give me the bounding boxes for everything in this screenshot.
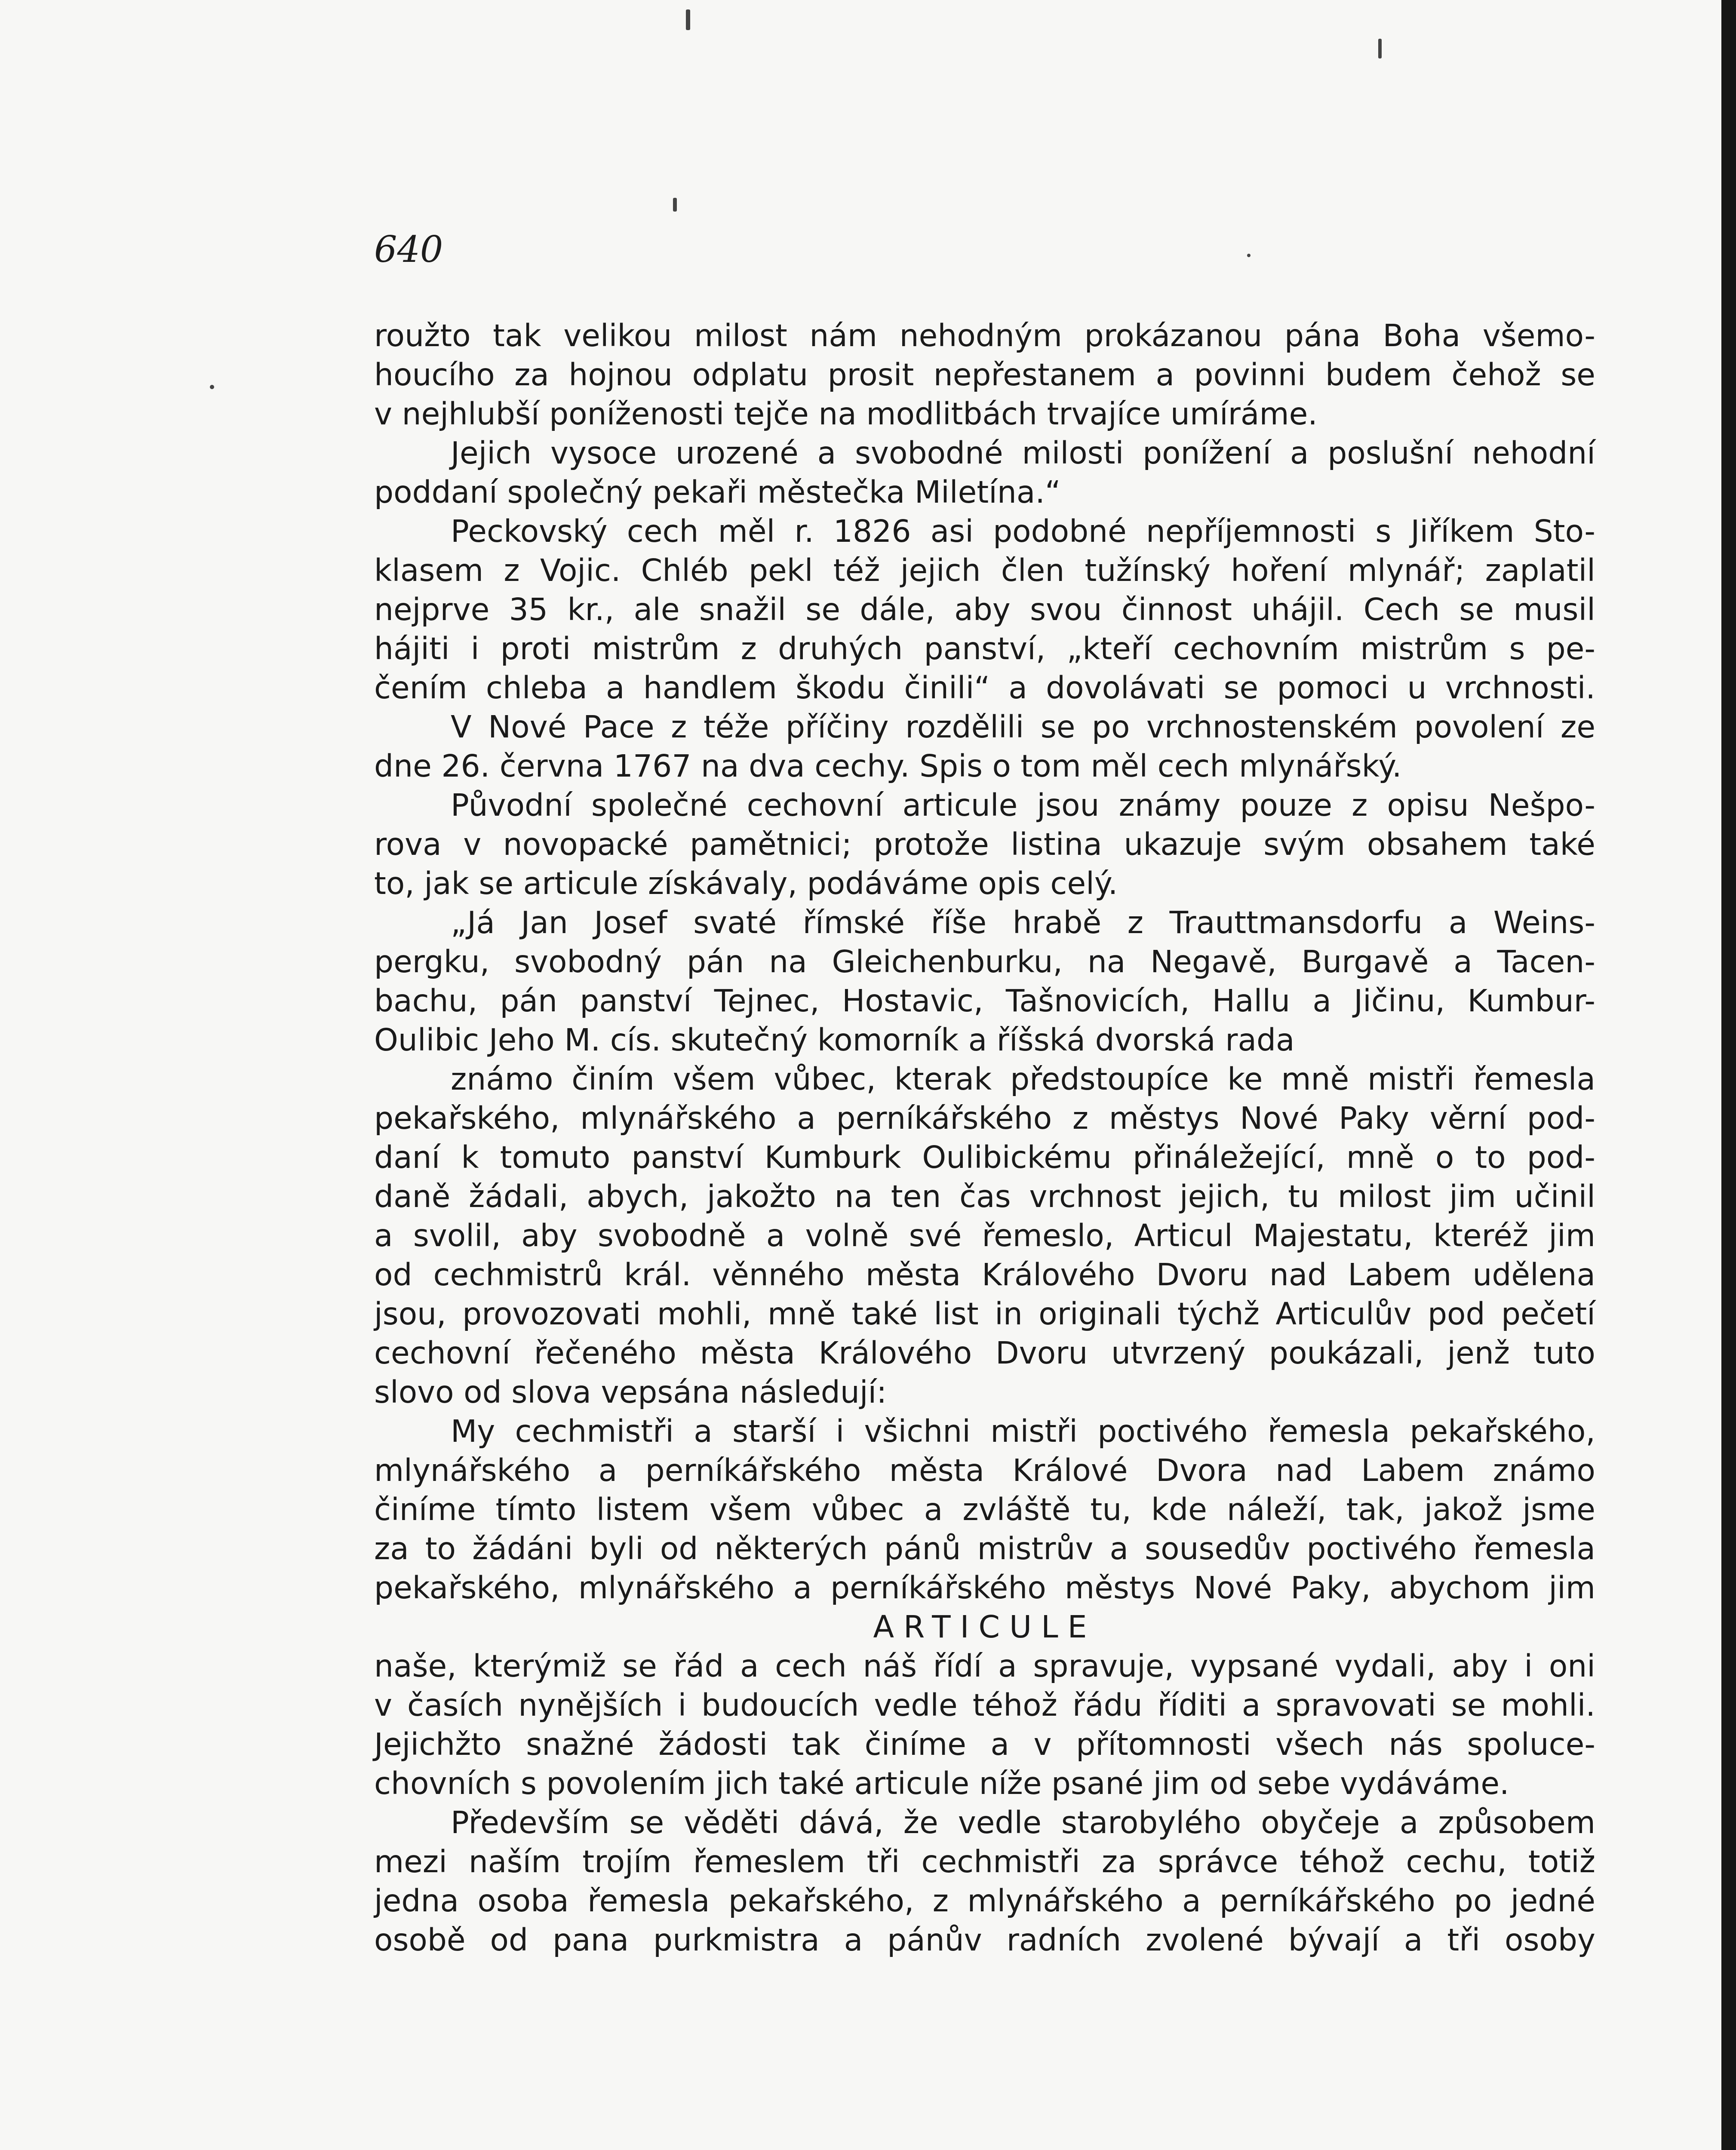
text-line: chovních s povolením jich také articule níže psané jim od sebe vydáváme. xyxy=(374,1766,1509,1801)
text-line: Jejichžto snažné žádosti tak činíme a v přítomnosti všech nás spoluce- xyxy=(374,1726,1595,1762)
text-line: činíme tímto listem všem vůbec a zvláště tu, kde náleží, tak, jakož jsme xyxy=(374,1492,1595,1527)
text-line: Oulibic Jeho M. cís. skutečný komorník a říšská dvorská rada xyxy=(374,1022,1295,1058)
text-line: houcího za hojnou odplatu prosit nepřestanem a povinni budem čehož se xyxy=(374,357,1595,393)
text-line: roužto tak velikou milost nám nehodným prokázanou pána Boha všemo- xyxy=(374,318,1595,353)
text-line: naše, kterýmiž se řád a cech náš řídí a spravuje, vypsané vydali, aby i oni xyxy=(374,1648,1595,1684)
text-line: v nejhlubší poníženosti tejče na modlitbách trvajíce umíráme. xyxy=(374,396,1318,432)
text-line: to, jak se articule získávaly, podáváme opis celý. xyxy=(374,866,1118,901)
text-line: „Já Jan Josef svaté římské říše hrabě z Trauttmansdorfu a Weins- xyxy=(451,905,1595,940)
scan-border xyxy=(1721,0,1736,2150)
text-line: V Nové Pace z téže příčiny rozdělili se po vrchnostenském povolení ze xyxy=(451,709,1595,745)
text-line: daní k tomuto panství Kumburk Oulibickému přináležející, mně o to pod- xyxy=(374,1140,1595,1175)
text-line: jedna osoba řemesla pekařského, z mlynářského a perníkářského po jedné xyxy=(374,1883,1595,1919)
text-line: a svolil, aby svobodně a volně své řemeslo, Articul Majestatu, kteréž jim xyxy=(374,1218,1595,1253)
text-line: Především se věděti dává, že vedle starobylého obyčeje a způsobem xyxy=(451,1805,1595,1840)
text-line: čením chleba a handlem škodu činili“ a dovolávati se pomoci u vrchnosti. xyxy=(374,670,1595,706)
text-line: Peckovský cech měl r. 1826 asi podobné nepříjemnosti s Jiříkem Sto- xyxy=(451,513,1595,549)
text-line: jsou, provozovati mohli, mně také list in originali týchž Articulův pod pečetí xyxy=(374,1296,1595,1332)
scan-speck xyxy=(210,385,214,389)
text-line: poddaní společný pekaři městečka Miletína.“ xyxy=(374,474,1061,510)
section-heading: ARTICULE xyxy=(873,1609,1097,1645)
text-line: klasem z Vojic. Chléb pekl též jejich člen tužínský hoření mlynář; zaplatil xyxy=(374,553,1595,588)
text-line: cechovní řečeného města Králového Dvoru utvrzený poukázali, jenž tuto xyxy=(374,1335,1595,1371)
text-line: slovo od slova vepsána následují: xyxy=(374,1374,887,1410)
text-line: nejprve 35 kr., ale snažil se dále, aby svou činnost uhájil. Cech se musil xyxy=(374,592,1595,627)
page-number: 640 xyxy=(374,228,443,270)
text-line: za to žádáni byli od některých pánů mistrův a sousedův poctivého řemesla xyxy=(374,1531,1595,1566)
text-line: hájiti i proti mistrům z druhých panství, „kteří cechovním mistrům s pe- xyxy=(374,631,1595,666)
text-line: bachu, pán panství Tejnec, Hostavic, Tašnovicích, Hallu a Jičinu, Kumbur- xyxy=(374,983,1595,1019)
text-line: daně žádali, abych, jakožto na ten čas vrchnost jejich, tu milost jim učinil xyxy=(374,1179,1595,1214)
scan-speck xyxy=(1247,254,1251,257)
scan-speck xyxy=(1378,39,1382,58)
text-line: pekařského, mlynářského a perníkářského z městys Nové Paky věrní pod- xyxy=(374,1100,1595,1136)
text-line: dne 26. června 1767 na dva cechy. Spis o tom měl cech mlynářský. xyxy=(374,748,1402,784)
text-line: známo činím všem vůbec, kterak předstoupíce ke mně mistři řemesla xyxy=(451,1061,1595,1097)
text-line: v časích nynějších i budoucích vedle téhož řádu říditi a spravovati se mohli. xyxy=(374,1687,1595,1723)
text-line: mlynářského a perníkářského města Králové Dvora nad Labem známo xyxy=(374,1453,1595,1488)
text-line: pergku, svobodný pán na Gleichenburku, na Negavě, Burgavě a Tacen- xyxy=(374,944,1595,980)
text-line: od cechmistrů král. věnného města Králového Dvoru nad Labem udělena xyxy=(374,1257,1595,1293)
text-line: osobě od pana purkmistra a pánův radních zvolené bývají a tři osoby xyxy=(374,1922,1595,1958)
body-text xyxy=(374,316,1595,1960)
text-line: My cechmistři a starší i všichni mistři poctivého řemesla pekařského, xyxy=(451,1413,1595,1449)
scan-speck xyxy=(686,9,690,30)
text-line: Původní společné cechovní articule jsou známy pouze z opisu Nešpo- xyxy=(451,787,1595,823)
scan-speck xyxy=(673,198,677,212)
text-line: Jejich vysoce urozené a svobodné milosti ponížení a poslušní nehodní xyxy=(451,435,1595,471)
text-line: pekařského, mlynářského a perníkářského městys Nové Paky, abychom jim xyxy=(374,1570,1595,1606)
text-line: mezi naším trojím řemeslem tři cechmistři za správce téhož cechu, totiž xyxy=(374,1844,1595,1880)
text-line: rova v novopacké pamětnici; protože listina ukazuje svým obsahem také xyxy=(374,826,1595,862)
